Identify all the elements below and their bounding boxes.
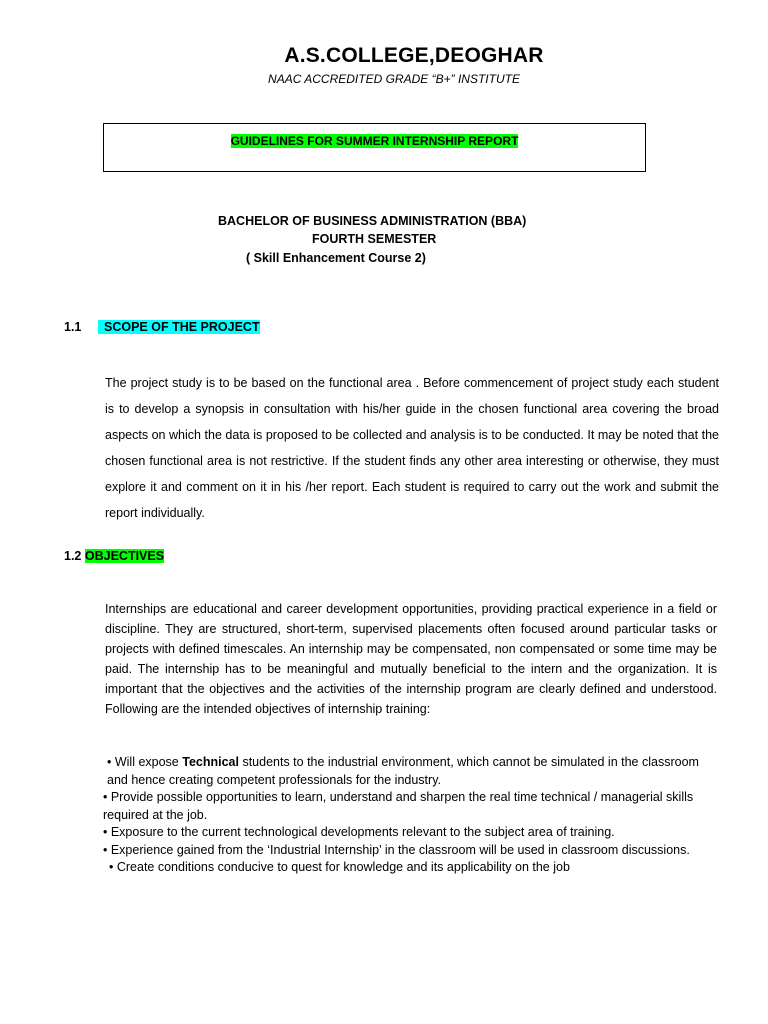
- scope-paragraph: The project study is to be based on the functional area . Before commencement of project study each student is to develop a synopsis in consultation with his/her guide in the chosen functional area covering the broad aspects on which the data is proposed to be collected and analysis is to be conducted. It may be noted that the chosen functional area is not restrictive. If the student finds any other area interesting or otherwise, they must explore it and comment on it in his /her report. Each student is required to carry out the work and submit the report individually.: [105, 376, 719, 520]
- list-item-text: students to the industrial environment, which cannot be simulated in the classroom and hence creating competent professionals for the industry.: [107, 755, 699, 787]
- list-item: • Exposure to the current technological developments relevant to the subject area of training.: [103, 825, 615, 839]
- guidelines-title: GUIDELINES FOR SUMMER INTERNSHIP REPORT: [230, 134, 519, 148]
- program-degree: BACHELOR OF BUSINESS ADMINISTRATION (BBA): [218, 214, 527, 228]
- program-semester: FOURTH SEMESTER: [312, 232, 437, 246]
- list-item-text: • Will expose: [107, 755, 183, 769]
- objectives-list: [103, 754, 723, 877]
- section-number: 1.2: [64, 549, 82, 563]
- list-item-bold: Technical: [182, 755, 239, 769]
- college-name: A.S.COLLEGE,DEOGHAR: [284, 44, 544, 67]
- list-item: • Create conditions conducive to quest for knowledge and its applicability on the job: [109, 860, 570, 874]
- guidelines-title-wrap: [104, 134, 645, 148]
- section-number: 1.1: [64, 320, 82, 334]
- guidelines-title-box: [103, 123, 646, 172]
- section-title: SCOPE OF THE PROJECT: [98, 320, 260, 334]
- program-course: ( Skill Enhancement Course 2): [246, 251, 426, 265]
- section-heading-scope: [64, 320, 260, 334]
- list-item: • Provide possible opportunities to learn, understand and sharpen the real time technical / managerial skills required at the job.: [103, 790, 694, 822]
- section-title: OBJECTIVES: [84, 549, 165, 563]
- section-heading-objectives: [64, 549, 164, 563]
- list-item: • Experience gained from the ‘Industrial Internship’ in the classroom will be used in classroom discussions.: [103, 842, 690, 857]
- accreditation-line: NAAC ACCREDITED GRADE “B+” INSTITUTE: [268, 72, 520, 86]
- objectives-paragraph: Internships are educational and career development opportunities, providing practical experience in a field or discipline. They are structured, short-term, supervised placements often focused around particular tasks or projects with defined timescales. An internship may be compensated, non compensated or some time may be paid. The internship has to be meaningful and mutually beneficial to the intern and the organization. It is important that the objectives and the activities of the internship program are clearly defined and understood. Following are the intended objectives of internship training:: [105, 602, 717, 716]
- list-item: [103, 754, 723, 789]
